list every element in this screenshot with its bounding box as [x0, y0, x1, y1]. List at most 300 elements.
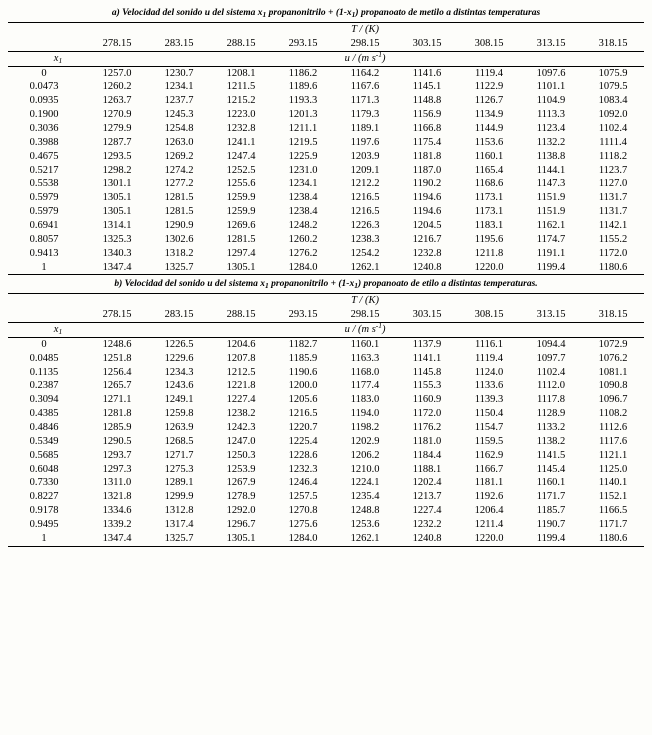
- u-value: 1297.3: [102, 463, 132, 475]
- x-value: 0.3094: [29, 394, 59, 406]
- table-row: [8, 352, 644, 366]
- u-value: 1125.0: [598, 463, 628, 475]
- table-row: [8, 164, 644, 178]
- u-value: 1131.7: [598, 192, 628, 204]
- x-value: 0.5685: [29, 449, 59, 461]
- u-value: 1072.9: [598, 338, 628, 350]
- u-value: 1155.2: [598, 233, 628, 245]
- u-value: 1274.2: [164, 164, 194, 176]
- u-value: 1140.1: [598, 477, 628, 489]
- x-value: 0.9495: [29, 519, 59, 531]
- x-value: 0.1135: [29, 366, 59, 378]
- u-value: 1234.1: [288, 178, 318, 190]
- table-row: [8, 449, 644, 463]
- u-value: 1117.8: [536, 394, 566, 406]
- u-value: 1204.6: [226, 338, 256, 350]
- u-value: 1290.5: [102, 435, 132, 447]
- u-value: 1301.1: [102, 178, 132, 190]
- u-value: 1204.5: [412, 219, 442, 231]
- x-value: 0.0485: [29, 352, 59, 364]
- temp-col-2: 283.15: [148, 308, 210, 322]
- u-value: 1289.1: [164, 477, 194, 489]
- temp-col-3: 288.15: [210, 308, 272, 322]
- u-value: 1340.3: [102, 247, 132, 259]
- table-row: [8, 379, 644, 393]
- u-value: 1138.2: [536, 435, 566, 447]
- table-row: [8, 393, 644, 407]
- table-b-tk-header-row: [8, 294, 644, 308]
- u-value: 1076.2: [598, 352, 628, 364]
- table-a-x-label: $x_1$: [8, 51, 86, 66]
- u-value: 1325.7: [148, 261, 210, 275]
- u-value: 1096.7: [598, 394, 628, 406]
- table-block-a: [8, 6, 644, 275]
- u-value: 1133.6: [474, 380, 504, 392]
- u-value: 1284.0: [272, 532, 334, 546]
- u-value: 1160.1: [536, 477, 566, 489]
- u-value: 1148.8: [412, 95, 442, 107]
- temp-col-3: 288.15: [210, 37, 272, 51]
- u-value: 1094.4: [536, 338, 566, 350]
- u-value: 1259.9: [226, 192, 256, 204]
- temp-col-9: 318.15: [582, 308, 644, 322]
- table-row: [8, 247, 644, 261]
- table-a-temperature-header: T / (K): [86, 22, 644, 36]
- table-row: [8, 261, 644, 275]
- temp-col-8: 313.15: [520, 37, 582, 51]
- u-value: 1198.2: [350, 422, 380, 434]
- u-value: 1232.8: [412, 247, 442, 259]
- x-value: 0.8227: [29, 491, 59, 503]
- u-value: 1305.1: [210, 261, 272, 275]
- u-value: 1176.2: [412, 422, 442, 434]
- u-value: 1287.7: [102, 136, 132, 148]
- u-value: 1241.1: [226, 136, 256, 148]
- u-value: 1292.0: [226, 505, 256, 517]
- u-value: 1293.5: [102, 150, 132, 162]
- u-value: 1305.1: [102, 206, 132, 218]
- u-value: 1238.2: [226, 408, 256, 420]
- u-value: 1249.1: [164, 394, 194, 406]
- temp-col-4: 293.15: [272, 37, 334, 51]
- u-value: 1108.2: [598, 408, 628, 420]
- u-value: 1118.2: [599, 150, 628, 162]
- u-value: 1203.9: [350, 150, 380, 162]
- table-a-unit-row: [8, 51, 644, 66]
- u-value: 1180.6: [582, 532, 644, 546]
- u-value: 1257.5: [288, 491, 318, 503]
- u-value: 1225.4: [288, 435, 318, 447]
- u-value: 1104.9: [536, 95, 566, 107]
- table-a-temperature-row: [8, 37, 644, 51]
- u-value: 1155.3: [412, 380, 442, 392]
- u-value: 1285.9: [102, 422, 132, 434]
- table-a-unit-header: u / (m $s^{-1}$): [86, 51, 644, 66]
- spacer-cell: [8, 37, 86, 51]
- table-row: [8, 108, 644, 122]
- u-value: 1190.2: [412, 178, 442, 190]
- u-value: 1237.7: [164, 95, 194, 107]
- u-value: 1151.9: [536, 206, 566, 218]
- u-value: 1270.9: [102, 109, 132, 121]
- u-value: 1113.3: [536, 109, 566, 121]
- x-value: 0.5538: [29, 178, 59, 190]
- u-value: 1225.9: [288, 150, 318, 162]
- u-value: 1162.1: [536, 219, 566, 231]
- u-value: 1302.6: [164, 233, 194, 245]
- u-value: 1180.6: [582, 261, 644, 275]
- u-value: 1117.6: [599, 435, 628, 447]
- u-value: 1184.4: [412, 449, 442, 461]
- u-value: 1128.9: [536, 408, 566, 420]
- table-a-tk-header-row: [8, 22, 644, 36]
- u-value: 1257.0: [102, 67, 132, 79]
- table-row: [8, 233, 644, 247]
- u-value: 1138.8: [536, 150, 566, 162]
- u-value: 1220.0: [458, 261, 520, 275]
- x-value: 0.6048: [29, 463, 59, 475]
- u-value: 1122.9: [474, 81, 504, 93]
- u-value: 1194.0: [350, 408, 380, 420]
- u-value: 1238.4: [288, 206, 318, 218]
- u-value: 1226.5: [164, 338, 194, 350]
- table-b-unit-row: [8, 323, 644, 338]
- u-value: 1224.1: [350, 477, 380, 489]
- table-row: [8, 219, 644, 233]
- table-row: [8, 421, 644, 435]
- x-value: 0.1900: [29, 109, 59, 121]
- table-row: [8, 504, 644, 518]
- u-value: 1260.2: [102, 81, 132, 93]
- u-value: 1123.4: [536, 122, 566, 134]
- u-value: 1194.6: [412, 192, 442, 204]
- u-value: 1259.8: [164, 408, 194, 420]
- u-value: 1248.6: [102, 338, 132, 350]
- u-value: 1194.6: [412, 206, 442, 218]
- u-value: 1278.9: [226, 491, 256, 503]
- u-value: 1284.0: [272, 261, 334, 275]
- u-value: 1185.9: [288, 352, 318, 364]
- u-value: 1212.5: [226, 366, 256, 378]
- u-value: 1259.9: [226, 206, 256, 218]
- u-value: 1102.4: [536, 366, 566, 378]
- temp-col-1: 278.15: [86, 308, 148, 322]
- u-value: 1097.6: [536, 67, 566, 79]
- u-value: 1213.7: [412, 491, 442, 503]
- u-value: 1139.3: [474, 394, 504, 406]
- u-value: 1187.0: [412, 164, 442, 176]
- u-value: 1145.1: [412, 81, 442, 93]
- u-value: 1081.1: [598, 366, 628, 378]
- u-value: 1211.5: [226, 81, 256, 93]
- u-value: 1181.1: [474, 477, 504, 489]
- u-value: 1164.2: [350, 67, 380, 79]
- u-value: 1137.9: [412, 338, 442, 350]
- u-value: 1202.4: [412, 477, 442, 489]
- x-value: 0.5979: [29, 206, 59, 218]
- u-value: 1119.4: [474, 352, 504, 364]
- temp-col-5: 298.15: [334, 308, 396, 322]
- u-value: 1271.7: [164, 449, 194, 461]
- u-value: 1171.3: [350, 95, 380, 107]
- table-row: [8, 177, 644, 191]
- u-value: 1311.0: [102, 477, 132, 489]
- u-value: 1193.3: [288, 95, 318, 107]
- u-value: 1209.1: [350, 164, 380, 176]
- u-value: 1220.0: [458, 532, 520, 546]
- u-value: 1147.3: [536, 178, 566, 190]
- table-row: [8, 407, 644, 421]
- u-value: 1290.9: [164, 219, 194, 231]
- x-value: 0.4675: [29, 150, 59, 162]
- u-value: 1123.7: [598, 164, 628, 176]
- u-value: 1229.6: [164, 352, 194, 364]
- u-value: 1206.2: [350, 449, 380, 461]
- u-value: 1127.0: [598, 178, 628, 190]
- temp-col-8: 313.15: [520, 308, 582, 322]
- u-value: 1166.5: [598, 505, 628, 517]
- x-value: 0.5349: [29, 435, 59, 447]
- table-caption-b: [8, 277, 644, 293]
- u-value: 1173.1: [474, 206, 504, 218]
- table-row: [8, 518, 644, 532]
- u-value: 1215.2: [226, 95, 256, 107]
- u-value: 1293.7: [102, 449, 132, 461]
- u-value: 1160.1: [474, 150, 504, 162]
- u-value: 1183.0: [350, 394, 380, 406]
- u-value: 1179.3: [350, 109, 380, 121]
- u-value: 1210.0: [350, 463, 380, 475]
- u-value: 1296.7: [226, 519, 256, 531]
- u-value: 1207.8: [226, 352, 256, 364]
- u-value: 1325.7: [148, 532, 210, 546]
- u-value: 1262.1: [334, 532, 396, 546]
- u-value: 1090.8: [598, 380, 628, 392]
- u-value: 1181.0: [412, 435, 442, 447]
- u-value: 1211.1: [288, 122, 318, 134]
- u-value: 1183.1: [474, 219, 504, 231]
- u-value: 1162.9: [474, 449, 504, 461]
- u-value: 1211.8: [474, 247, 504, 259]
- u-value: 1245.3: [164, 109, 194, 121]
- u-value: 1263.9: [164, 422, 194, 434]
- u-value: 1168.0: [350, 366, 380, 378]
- u-value: 1253.9: [226, 463, 256, 475]
- u-value: 1154.7: [474, 422, 504, 434]
- u-value: 1208.1: [226, 67, 256, 79]
- u-value: 1111.4: [599, 136, 627, 148]
- u-value: 1141.6: [412, 67, 442, 79]
- u-value: 1227.4: [412, 505, 442, 517]
- table-row: [8, 366, 644, 380]
- u-value: 1216.5: [288, 408, 318, 420]
- u-value: 1232.2: [412, 519, 442, 531]
- u-value: 1223.0: [226, 109, 256, 121]
- u-value: 1317.4: [164, 519, 194, 531]
- table-caption-a: [8, 6, 644, 22]
- u-value: 1151.9: [536, 192, 566, 204]
- table-block-b: [8, 277, 644, 546]
- x-value: 0.3988: [29, 136, 59, 148]
- u-value: 1275.6: [288, 519, 318, 531]
- x-value: 0.5979: [29, 192, 59, 204]
- temp-col-4: 293.15: [272, 308, 334, 322]
- u-value: 1197.6: [350, 136, 380, 148]
- x-value: 0.3036: [29, 122, 59, 134]
- u-value: 1202.9: [350, 435, 380, 447]
- u-value: 1279.9: [102, 122, 132, 134]
- u-value: 1312.8: [164, 505, 194, 517]
- u-value: 1347.4: [86, 261, 148, 275]
- u-value: 1124.0: [474, 366, 504, 378]
- u-value: 1168.6: [474, 178, 504, 190]
- u-value: 1305.1: [102, 192, 132, 204]
- u-value: 1112.6: [599, 422, 628, 434]
- u-value: 1102.4: [598, 122, 628, 134]
- u-value: 1242.3: [226, 422, 256, 434]
- x-value: 0: [41, 67, 47, 79]
- u-value: 1247.0: [226, 435, 256, 447]
- u-value: 1200.0: [288, 380, 318, 392]
- table-row: [8, 463, 644, 477]
- u-value: 1144.9: [474, 122, 504, 134]
- u-value: 1251.8: [102, 352, 132, 364]
- u-value: 1171.7: [536, 491, 566, 503]
- u-value: 1121.1: [598, 449, 628, 461]
- u-value: 1253.6: [350, 519, 380, 531]
- u-value: 1234.1: [164, 81, 194, 93]
- u-value: 1243.6: [164, 380, 194, 392]
- u-value: 1254.8: [164, 122, 194, 134]
- u-value: 1248.2: [288, 219, 318, 231]
- u-value: 1199.4: [520, 261, 582, 275]
- u-value: 1199.4: [520, 532, 582, 546]
- u-value: 1172.0: [598, 247, 628, 259]
- u-value: 1216.7: [412, 233, 442, 245]
- u-value: 1281.8: [102, 408, 132, 420]
- u-value: 1185.7: [536, 505, 566, 517]
- u-value: 1230.7: [164, 67, 194, 79]
- u-value: 1167.6: [350, 81, 380, 93]
- u-value: 1250.3: [226, 449, 256, 461]
- u-value: 1262.1: [334, 261, 396, 275]
- x-value: 1: [8, 261, 86, 275]
- caption-text-a: Velocidad del sonido u del sistema $x_1$ propanonitrilo + $(1-x_1)$ propanoato de metilo a distintas temperaturas: [122, 8, 541, 19]
- u-value: 1201.3: [288, 109, 318, 121]
- u-value: 1175.4: [412, 136, 442, 148]
- u-value: 1267.9: [226, 477, 256, 489]
- u-value: 1116.1: [474, 338, 504, 350]
- u-value: 1281.5: [164, 192, 194, 204]
- u-value: 1134.9: [474, 109, 504, 121]
- table-row: [8, 476, 644, 490]
- u-value: 1166.7: [474, 463, 504, 475]
- u-value: 1163.3: [350, 352, 380, 364]
- table-row: [8, 435, 644, 449]
- table-row: [8, 150, 644, 164]
- u-value: 1177.4: [350, 380, 380, 392]
- table-row: [8, 136, 644, 150]
- x-value: 0.0473: [29, 81, 59, 93]
- u-value: 1220.7: [288, 422, 318, 434]
- spacer-cell: [8, 294, 86, 308]
- u-value: 1221.8: [226, 380, 256, 392]
- u-value: 1232.8: [226, 122, 256, 134]
- u-value: 1145.8: [412, 366, 442, 378]
- u-value: 1190.6: [288, 366, 318, 378]
- u-value: 1260.2: [288, 233, 318, 245]
- table-row: [8, 532, 644, 546]
- u-value: 1226.3: [350, 219, 380, 231]
- u-value: 1126.7: [474, 95, 504, 107]
- u-value: 1246.4: [288, 477, 318, 489]
- temp-col-9: 318.15: [582, 37, 644, 51]
- u-value: 1281.5: [164, 206, 194, 218]
- u-value: 1186.2: [288, 67, 318, 79]
- table-row: [8, 122, 644, 136]
- x-value: 0.6941: [29, 219, 59, 231]
- u-value: 1181.8: [412, 150, 442, 162]
- x-value: 0.9178: [29, 505, 59, 517]
- u-value: 1211.4: [474, 519, 504, 531]
- x-value: 0.2387: [29, 380, 59, 392]
- u-value: 1263.7: [102, 95, 132, 107]
- table-row: [8, 490, 644, 504]
- u-value: 1212.2: [350, 178, 380, 190]
- temp-col-6: 303.15: [396, 37, 458, 51]
- u-value: 1145.4: [536, 463, 566, 475]
- u-value: 1182.7: [288, 338, 318, 350]
- u-value: 1075.9: [598, 67, 628, 79]
- u-value: 1142.1: [598, 219, 628, 231]
- u-value: 1252.5: [226, 164, 256, 176]
- u-value: 1271.1: [102, 394, 132, 406]
- table-row: [8, 337, 644, 351]
- u-value: 1097.7: [536, 352, 566, 364]
- u-value: 1216.5: [350, 206, 380, 218]
- u-value: 1112.0: [536, 380, 566, 392]
- u-value: 1339.2: [102, 519, 132, 531]
- u-value: 1131.7: [598, 206, 628, 218]
- u-value: 1219.5: [288, 136, 318, 148]
- u-value: 1172.0: [412, 408, 442, 420]
- u-value: 1160.9: [412, 394, 442, 406]
- u-value: 1174.7: [536, 233, 566, 245]
- u-value: 1240.8: [396, 261, 458, 275]
- x-value: 0: [41, 338, 47, 350]
- u-value: 1188.1: [412, 463, 442, 475]
- u-value: 1232.3: [288, 463, 318, 475]
- u-value: 1235.4: [350, 491, 380, 503]
- u-value: 1281.5: [226, 233, 256, 245]
- u-value: 1216.5: [350, 192, 380, 204]
- table-row: [8, 205, 644, 219]
- u-value: 1150.4: [474, 408, 504, 420]
- x-value: 0.4385: [29, 408, 59, 420]
- u-value: 1321.8: [102, 491, 132, 503]
- u-value: 1268.5: [164, 435, 194, 447]
- table-row: [8, 80, 644, 94]
- u-value: 1269.2: [164, 150, 194, 162]
- u-value: 1166.8: [412, 122, 442, 134]
- u-value: 1228.6: [288, 449, 318, 461]
- u-value: 1165.4: [474, 164, 504, 176]
- temp-col-2: 283.15: [148, 37, 210, 51]
- x-value: 0.9413: [29, 247, 59, 259]
- u-value: 1325.3: [102, 233, 132, 245]
- spacer-cell: [8, 22, 86, 36]
- u-value: 1247.4: [226, 150, 256, 162]
